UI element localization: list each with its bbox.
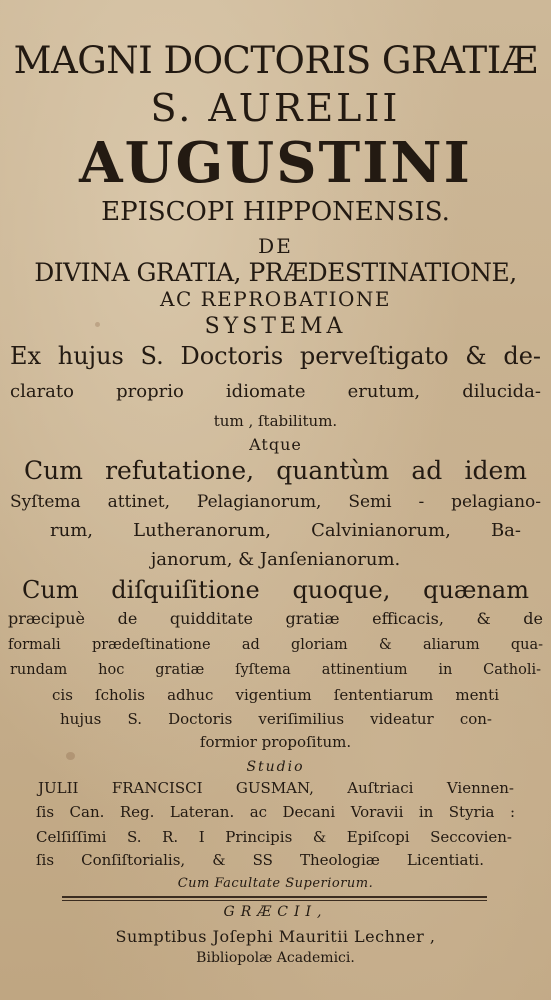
text-line: tum , ſtabilitum. [213, 412, 338, 430]
title-line-aurelii: S. AURELII [150, 86, 401, 130]
text-line: Cum refutatione, quantùm ad idem [24, 456, 527, 485]
author-line: JULII FRANCISCI GUSMAN, Auſtriaci Viennen- [38, 779, 514, 797]
text-line: clarato proprio idiomate erutum, dilucida- [10, 381, 541, 402]
publisher-line: Bibliopolæ Academici. [196, 950, 355, 966]
text-line: cis ſcholis adhuc vigentium ſententiarum menti [52, 686, 499, 704]
title-line-augustini: AUGUSTINI [79, 130, 472, 196]
text-line: janorum, & Janſenianorum. [150, 549, 401, 570]
place-line: GRÆCII, [223, 904, 328, 920]
text-line: præcipuè de quidditate gratiæ efficacis, & de [8, 609, 543, 628]
title-line-systema: SYSTEMA [204, 314, 347, 339]
publisher-line: Sumptibus Joſephi Mauritii Lechner , [115, 927, 436, 946]
double-rule-bottom [62, 900, 487, 901]
text-line: Ex hujus S. Doctoris perveſtigato & de- [10, 342, 541, 370]
author-line: ſis Can. Reg. Lateran. ac Decani Voravii in Styria : [36, 803, 515, 821]
title-line-de: DE [258, 234, 293, 258]
author-line: Celſiſſimi S. R. I Principis & Epiſcopi Seccovien- [36, 828, 512, 846]
text-line: rum, Lutheranorum, Calvinianorum, Ba- [50, 520, 521, 541]
author-line: ſis Conſiſtorialis, & SS Theologiæ Licentiati. [36, 851, 484, 869]
title-line-divina-gratia: DIVINA GRATIA, PRÆDESTINATIONE, [34, 258, 517, 287]
double-rule-top [62, 896, 487, 898]
text-line: Syſtema attinet, Pelagianorum, Semi - pelagiano- [10, 492, 541, 512]
text-line: hujus S. Doctoris veriſimilius videatur con- [60, 710, 492, 728]
imprimatur-line: Cum Facultate Superiorum. [177, 876, 374, 891]
text-line-studio: Studio [246, 759, 305, 775]
title-line-magni-doctoris: MAGNI DOCTORIS GRATIÆ [13, 39, 538, 82]
text-line: Cum diſquiſitione quoque, quænam [22, 576, 529, 604]
title-line-reprobatione: AC REPROBATIONE [160, 287, 391, 311]
text-line: rundam hoc gratiæ ſyſtema attinentium in Catholi- [10, 662, 541, 678]
text-line: formali prædeſtinatione ad gloriam & aliarum qua- [8, 637, 543, 653]
text-line: formior propoſitum. [199, 733, 352, 751]
title-line-episcopi: EPISCOPI HIPPONENSIS. [101, 197, 450, 227]
text-line-atque: Atque [249, 435, 302, 454]
ink-stain [66, 752, 75, 760]
